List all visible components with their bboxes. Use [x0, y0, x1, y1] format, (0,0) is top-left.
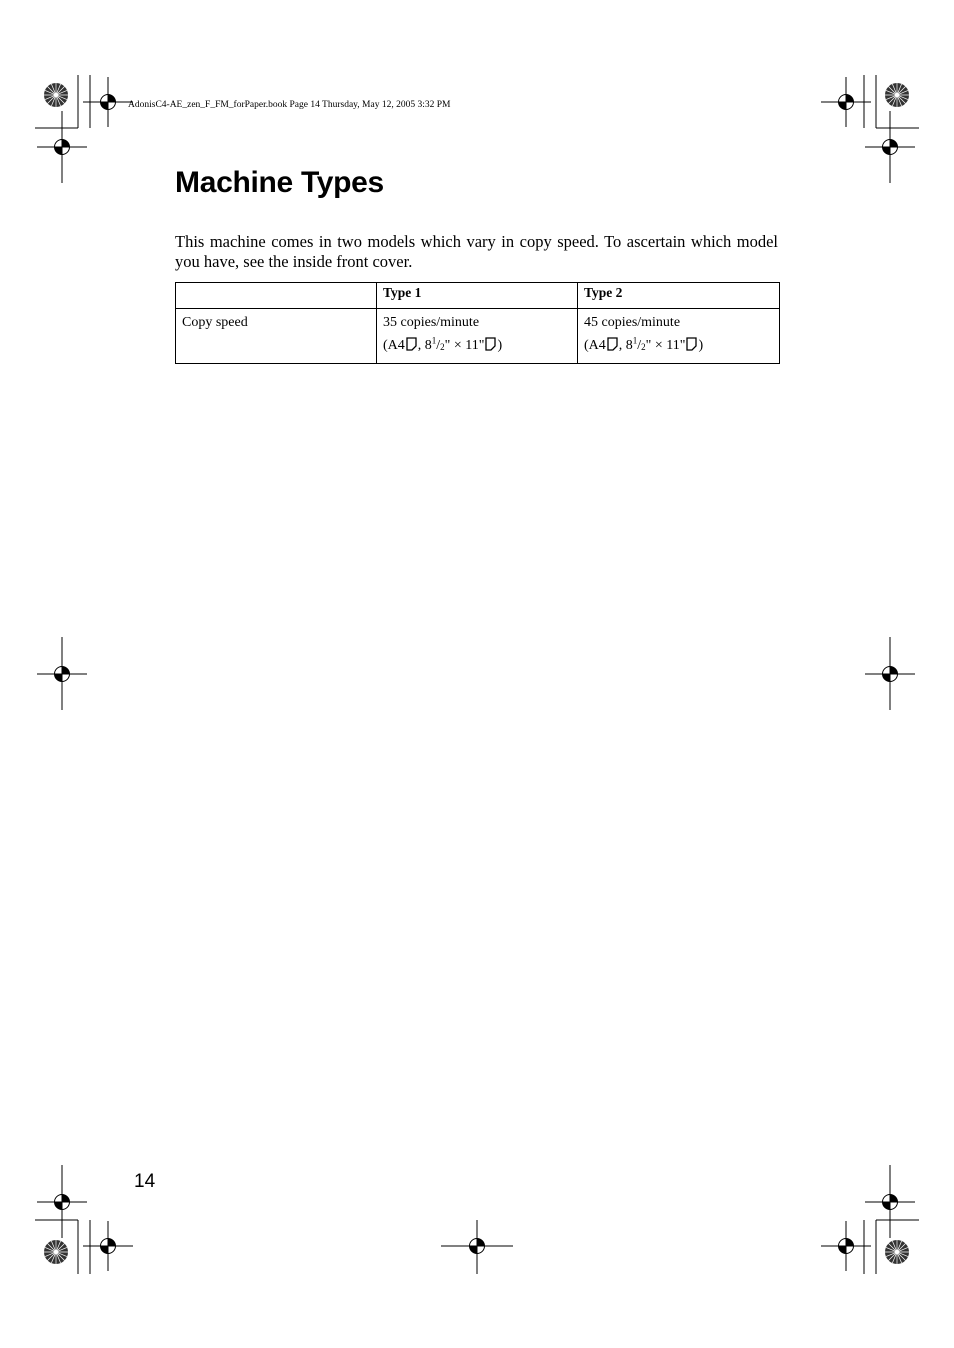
- table-header-type1: Type 1: [377, 283, 578, 309]
- fraction-denominator: 2: [641, 342, 646, 352]
- type2-copy-speed-cell: [578, 309, 780, 364]
- intro-paragraph: This machine comes in two models which vary in copy speed. To ascertain which model you have, see the inside front cover.: [175, 232, 778, 271]
- type2-speed: 45 copies/minute: [584, 315, 681, 330]
- color-bar-star-icon: [885, 83, 909, 107]
- size-sep: , 8: [417, 338, 432, 353]
- fraction-slash: /: [436, 338, 441, 353]
- portrait-paper-icon: [485, 337, 496, 351]
- type2-paper-size: [584, 334, 773, 359]
- paren-open: (A4: [584, 338, 606, 353]
- fraction-slash: /: [637, 338, 642, 353]
- table-header-type2: Type 2: [578, 283, 780, 309]
- table-header-empty: [176, 283, 377, 309]
- portrait-paper-icon: [406, 337, 417, 351]
- side-mark-lines: [62, 111, 890, 1238]
- color-bar-star-icon: [885, 1240, 909, 1264]
- portrait-paper-icon: [686, 337, 697, 351]
- bottom-center-mark-lines: [441, 1220, 513, 1274]
- print-header-line: AdonisC4-AE_zen_F_FM_forPaper.book Page 14 Thursday, May 12, 2005 3:32 PM: [128, 100, 451, 110]
- paren-close: ): [698, 338, 704, 353]
- table-row: [176, 309, 780, 364]
- color-bar-star-icon: [44, 83, 68, 107]
- type1-paper-size: [383, 334, 571, 359]
- row-label-copy-speed: Copy speed: [176, 309, 377, 364]
- page-title: Machine Types: [175, 166, 384, 199]
- page-number: 14: [134, 1171, 156, 1192]
- table-header-row: [176, 283, 780, 309]
- fraction-numerator: 1: [431, 335, 437, 346]
- type1-copy-speed-cell: [377, 309, 578, 364]
- fraction-denominator: 2: [440, 342, 445, 352]
- type1-speed: 35 copies/minute: [383, 315, 480, 330]
- machine-types-table: [175, 282, 780, 364]
- paren-open: (A4: [383, 338, 405, 353]
- color-bar-star-icon: [44, 1240, 68, 1264]
- size-rest: " × 11": [645, 338, 686, 353]
- size-rest: " × 11": [444, 338, 485, 353]
- size-sep: , 8: [618, 338, 633, 353]
- paren-close: ): [497, 338, 503, 353]
- fraction-numerator: 1: [632, 335, 638, 346]
- portrait-paper-icon: [607, 337, 618, 351]
